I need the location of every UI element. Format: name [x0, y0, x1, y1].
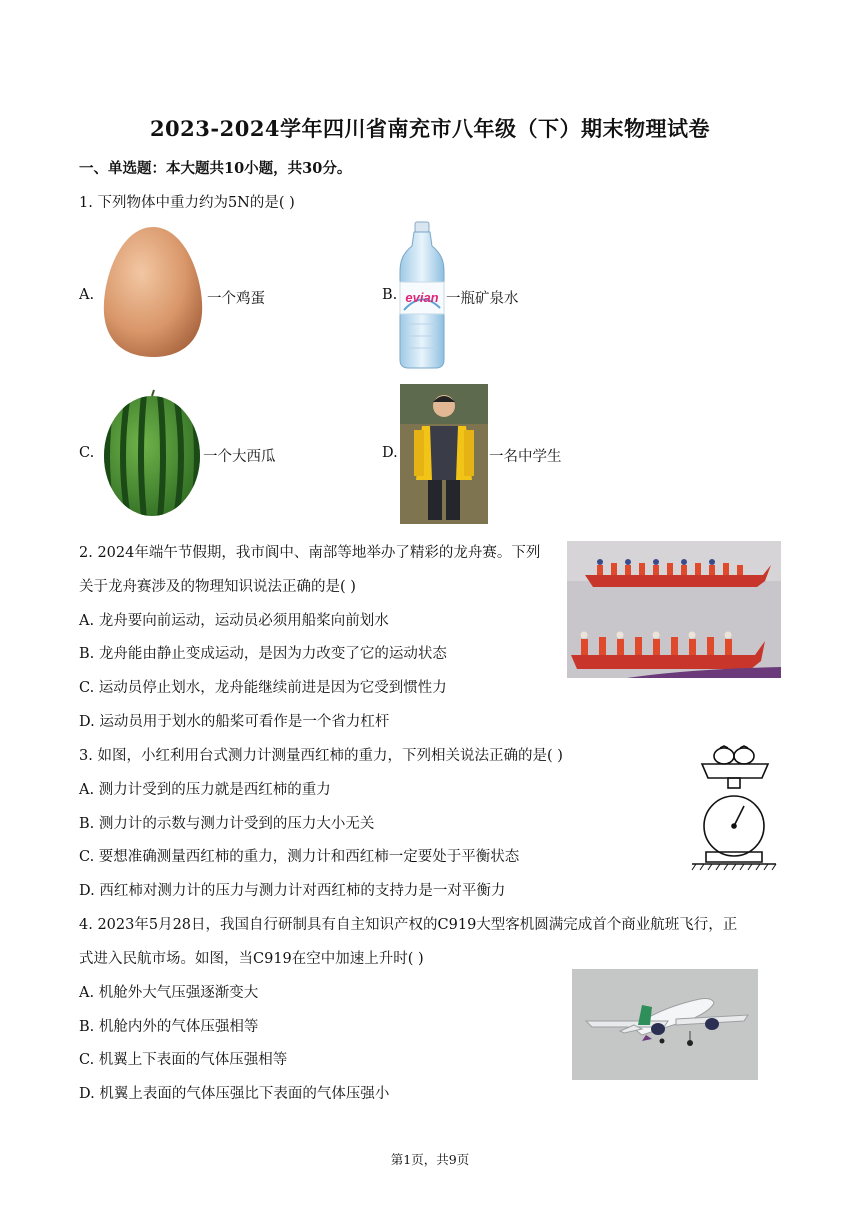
q1-stem: 1. 下列物体中重力约为5N的是( )	[79, 195, 295, 211]
q1-option-d-letter: D.	[382, 445, 398, 461]
q2-option-a: A. 龙舟要向前运动，运动员必须用船桨向前划水	[79, 613, 389, 629]
water-bottle-image	[398, 220, 446, 370]
q1-option-b-letter: B.	[382, 287, 398, 303]
q3-stem: 3. 如图，小红利用台式测力计测量西红柿的重力，下列相关说法正确的是( )	[79, 748, 563, 764]
q3-option-b: B. 测力计的示数与测力计受到的压力大小无关	[79, 816, 375, 832]
student-image	[400, 384, 488, 524]
q3-option-c: C. 要想准确测量西红柿的重力，测力计和西红柿一定要处于平衡状态	[79, 849, 520, 865]
scale-diagram	[688, 740, 780, 872]
q4-stem-line2: 式进入民航市场。如图，当C919在空中加速上升时( )	[79, 951, 424, 967]
q2-stem-line1: 2. 2024年端午节假期，我市阆中、南部等地举办了精彩的龙舟赛。下列	[79, 545, 541, 561]
q1-option-c-text: 一个大西瓜	[203, 449, 276, 465]
q1-option-a-letter: A.	[79, 287, 95, 303]
q1-option-c-letter: C.	[79, 445, 95, 461]
q4-option-c: C. 机翼上下表面的气体压强相等	[79, 1052, 288, 1068]
q4-option-a: A. 机舱外大气压强逐渐变大	[79, 985, 259, 1001]
q3-option-a: A. 测力计受到的压力就是西红柿的重力	[79, 782, 331, 798]
watermelon-image	[102, 388, 202, 518]
airplane-image	[572, 969, 758, 1080]
q2-option-d: D. 运动员用于划水的船桨可看作是一个省力杠杆	[79, 714, 390, 730]
q1-option-d-text: 一名中学生	[489, 449, 562, 465]
q4-stem-line1: 4. 2023年5月28日，我国自行研制具有自主知识产权的C919大型客机圆满完成首个商业航班飞行，正	[79, 917, 738, 933]
egg-image	[100, 225, 206, 359]
bottle-brand-label: evian	[405, 290, 439, 305]
q1-option-b-text: 一瓶矿泉水	[446, 291, 519, 307]
q3-option-d: D. 西红柿对测力计的压力与测力计对西红柿的支持力是一对平衡力	[79, 883, 506, 899]
q2-option-c: C. 运动员停止划水，龙舟能继续前进是因为它受到惯性力	[79, 680, 447, 696]
q4-option-d: D. 机翼上表面的气体压强比下表面的气体压强小	[79, 1086, 390, 1102]
q2-option-b: B. 龙舟能由静止变成运动，是因为力改变了它的运动状态	[79, 646, 447, 662]
dragon-boat-image	[567, 541, 781, 678]
q1-option-a-text: 一个鸡蛋	[207, 291, 265, 307]
page-footer: 第1页，共9页	[390, 1152, 470, 1167]
section-heading: 一、单选题：本大题共10小题，共30分。	[79, 160, 352, 177]
q4-option-b: B. 机舱内外的气体压强相等	[79, 1019, 259, 1035]
page-title: 2023-2024学年四川省南充市八年级（下）期末物理试卷	[149, 116, 711, 141]
q2-stem-line2: 关于龙舟赛涉及的物理知识说法正确的是( )	[79, 579, 356, 595]
